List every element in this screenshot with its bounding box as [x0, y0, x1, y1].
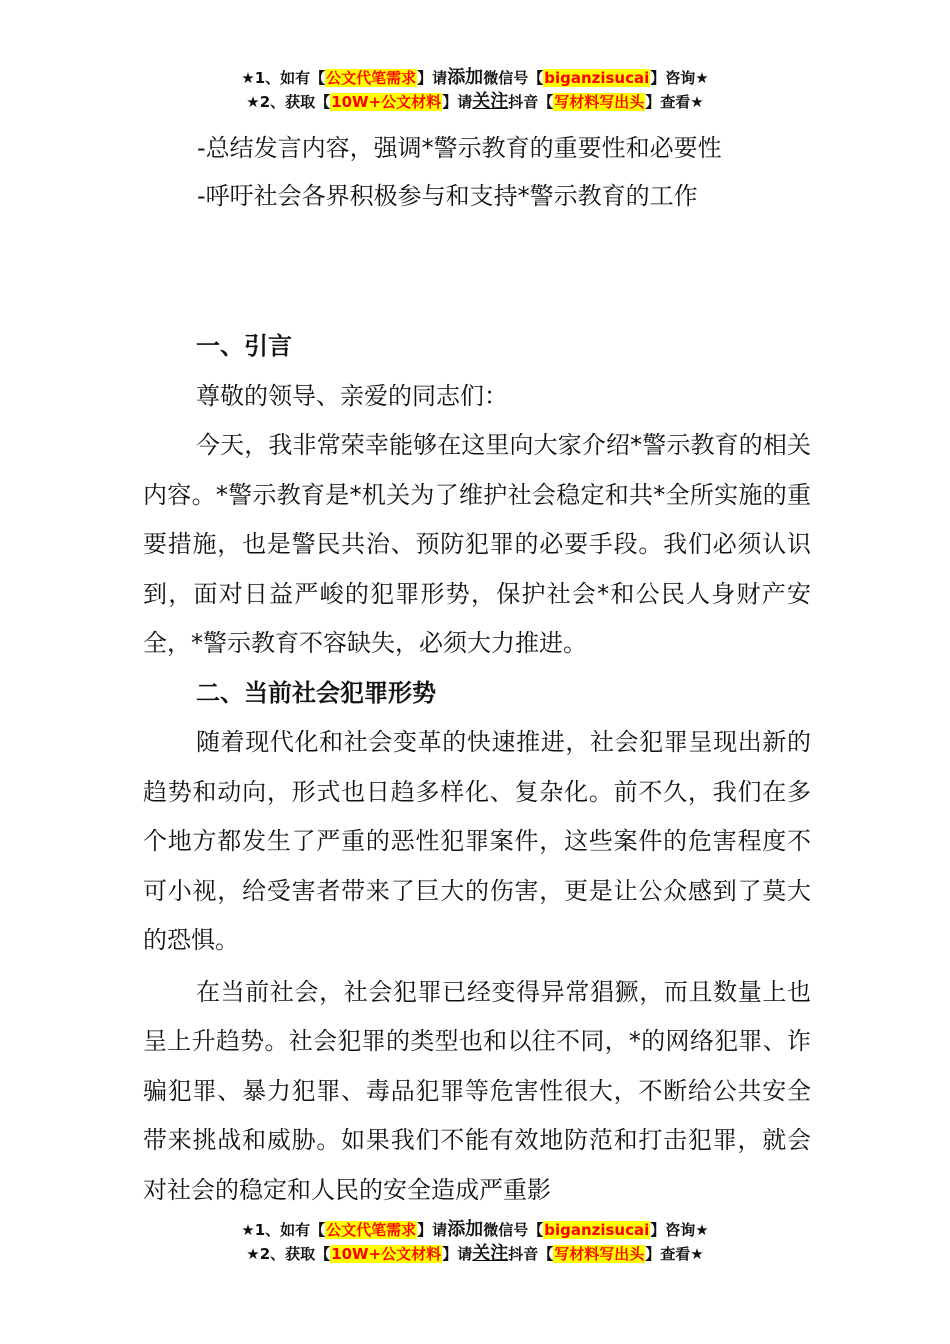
footer-line-1-text: 】请 [417, 1221, 448, 1239]
footer-highlight-materials: 10W+公文材料 [331, 1245, 442, 1263]
footer-line-2-text-2: 抖音【 [508, 1245, 554, 1263]
promo-line-2-prefix: ★2、获取【 [246, 93, 331, 111]
footer-highlight-douyin-account: 写材料写出头 [554, 1245, 645, 1263]
footer-promo-line-1 [0, 1218, 950, 1242]
promo-highlight-writing-service: 公文代笔需求 [326, 69, 417, 87]
footer-line-2-suffix: 】查看★ [645, 1245, 704, 1263]
footer-highlight-writing-service: 公文代笔需求 [326, 1221, 417, 1239]
footer-promo-line-2 [0, 1242, 950, 1266]
promo-line-2-text-2: 抖音【 [508, 93, 554, 111]
promo-line-2 [0, 90, 950, 114]
greeting: 尊敬的领导、亲爱的同志们： [196, 381, 508, 410]
promo-line-2-text: 】请 [442, 93, 473, 111]
promo-line-1-emphasis: 添加 [447, 67, 484, 88]
footer-highlight-wechat-id: biganzisucai [544, 1221, 650, 1239]
promo-highlight-materials: 10W+公文材料 [331, 93, 442, 111]
section-2-heading: 二、当前社会犯罪形势 [196, 678, 436, 707]
footer-line-1-text-2: 微信号【 [483, 1221, 544, 1239]
footer-promo-banner [0, 1218, 950, 1266]
intro-bullets [197, 124, 722, 220]
promo-highlight-douyin-account: 写材料写出头 [554, 93, 645, 111]
promo-highlight-wechat-id: biganzisucai [544, 69, 650, 87]
intro-bullet-1: -总结发言内容，强调*警示教育的重要性和必要性 [197, 134, 722, 162]
header-promo-banner [0, 66, 950, 114]
promo-line-1-prefix: ★1、如有【 [241, 69, 326, 87]
promo-line-2-emphasis: 关注 [472, 91, 509, 112]
footer-line-2-emphasis: 关注 [472, 1243, 509, 1264]
promo-line-1-text-2: 微信号【 [483, 69, 544, 87]
section-1-heading: 一、引言 [196, 332, 292, 360]
footer-line-2-text: 】请 [442, 1245, 473, 1263]
section-2-paragraph-1: 随着现代化和社会变革的快速推进，社会犯罪呈现出新的趋势和动向，形式也日趋多样化、复杂化。前不久，我们在多个地方都发生了严重的恶性犯罪案件，这些案件的危害程度不可小视，给受害者带来了巨大的伤害，更是让公众感到了莫大的恐惧。 [143, 728, 811, 954]
section-2-paragraph-2: 在当前社会，社会犯罪已经变得异常猖獗，而且数量上也呈上升趋势。社会犯罪的类型也和以往不同，*的网络犯罪、诈骗犯罪、暴力犯罪、毒品犯罪等危害性很大，不断给公共安全带来挑战和威胁。如果我们不能有效地防范和打击犯罪，就会对社会的稳定和人民的安全造成严重影 [143, 977, 811, 1204]
promo-line-1 [0, 66, 950, 90]
footer-line-2-prefix: ★2、获取【 [246, 1245, 331, 1263]
section-1-paragraph-1: 今天，我非常荣幸能够在这里向大家介绍*警示教育的相关内容。*警示教育是*机关为了维护社会稳定和共*全所实施的重要措施，也是警民共治、预防犯罪的必要手段。我们必须认识到，面对日益严峻的犯罪形势，保护社会*和公民人身财产安全，*警示教育不容缺失，必须大力推进。 [143, 431, 811, 657]
footer-line-1-prefix: ★1、如有【 [241, 1221, 326, 1239]
footer-line-1-suffix: 】咨询★ [650, 1221, 709, 1239]
footer-line-1-emphasis: 添加 [447, 1219, 484, 1240]
promo-line-1-suffix: 】咨询★ [650, 69, 709, 87]
promo-line-1-text: 】请 [417, 69, 448, 87]
intro-bullet-2: -呼吁社会各界积极参与和支持*警示教育的工作 [197, 182, 698, 210]
promo-line-2-suffix: 】查看★ [645, 93, 704, 111]
document-body [143, 322, 811, 1215]
